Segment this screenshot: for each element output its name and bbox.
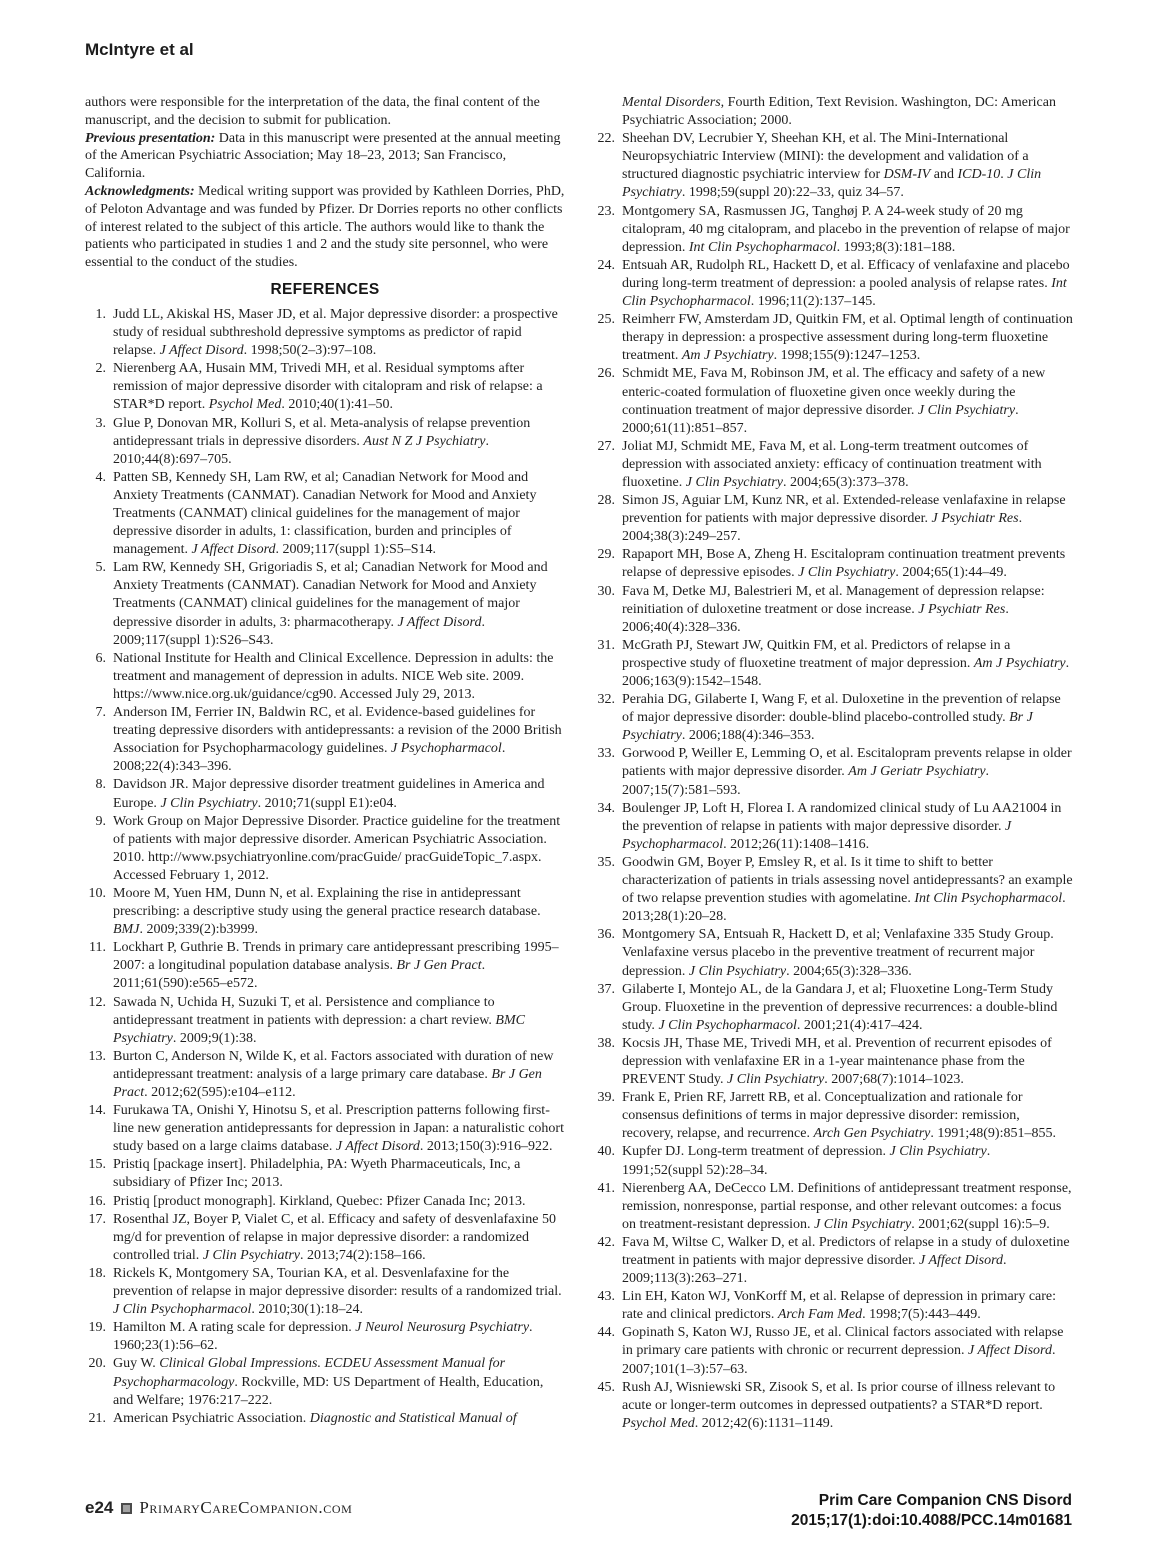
reference-number: 13.	[88, 1048, 106, 1064]
reference-list-right	[594, 94, 1074, 1433]
reference-number: 11.	[89, 940, 106, 956]
reference-number: 36.	[597, 927, 615, 943]
reference-number: 16.	[88, 1193, 106, 1209]
reference-text: Nierenberg AA, DeCecco LM. Definitions of antidepressant treatment response, remission, nonresponse, partial response, and other relevant outcomes: a focus on treatment-resistant depression. J Clin Psychiatry. 2001;62(suppl 16):5–9.	[622, 1180, 1072, 1232]
reference-item	[594, 691, 1074, 745]
journal-name: Prim Care Companion CNS Disord	[818, 1492, 1072, 1509]
reference-item	[85, 415, 565, 469]
reference-number: 31.	[597, 637, 615, 653]
front-matter	[85, 94, 565, 272]
reference-number: 7.	[95, 705, 106, 721]
reference-item	[85, 1102, 565, 1156]
reference-number: 22.	[597, 131, 615, 147]
front-matter-paragraph: Acknowledgments: Medical writing support was provided by Kathleen Dorries, PhD, of Peloton Advantage and was funded by Pfizer. Dr Dorries reports no other conflicts of interest related to the subject of this article. The authors would like to thank the patients who participated in studies 1 and 2 and the study site personnel, who were essential to the conduct of the studies.	[85, 183, 565, 271]
reference-item	[594, 311, 1074, 365]
reference-text: American Psychiatric Association. Diagnostic and Statistical Manual of	[113, 1410, 517, 1426]
reference-number: 33.	[597, 746, 615, 762]
reference-carryover	[594, 94, 1074, 130]
reference-number: 34.	[597, 800, 615, 816]
reference-number: 15.	[88, 1157, 106, 1173]
reference-number: 4.	[95, 469, 106, 485]
reference-number: 26.	[597, 366, 615, 382]
paragraph-lead: Acknowledgments:	[85, 183, 199, 199]
journal-logo-square-icon	[121, 1503, 132, 1514]
reference-item	[85, 559, 565, 649]
reference-text: Reimherr FW, Amsterdam JD, Quitkin FM, et al. Optimal length of continuation therapy in depression: a prospective assessment during long-term fluoxetine treatment. Am J Psychiatry. 1998;155(9):1247–1253.	[622, 312, 1073, 364]
reference-number: 44.	[597, 1325, 615, 1341]
reference-item	[594, 800, 1074, 854]
reference-item	[594, 1324, 1074, 1378]
reference-item	[85, 776, 565, 812]
reference-number: 45.	[597, 1379, 615, 1395]
reference-item	[85, 360, 565, 414]
left-column	[85, 94, 565, 1428]
running-head: McIntyre et al	[85, 40, 194, 59]
reference-item	[594, 546, 1074, 582]
reference-item	[85, 885, 565, 939]
reference-item	[85, 306, 565, 360]
reference-number: 1.	[95, 306, 106, 322]
reference-item	[594, 926, 1074, 980]
reference-item	[594, 745, 1074, 799]
reference-item	[594, 1180, 1074, 1234]
reference-item	[594, 257, 1074, 311]
reference-text: Davidson JR. Major depressive disorder treatment guidelines in America and Europe. J Clin Psychiatry. 2010;71(suppl E1):e04.	[113, 777, 545, 811]
reference-text: Rapaport MH, Bose A, Zheng H. Escitalopram continuation treatment prevents relapse of depressive episodes. J Clin Psychiatry. 2004;65(1):44–49.	[622, 547, 1066, 581]
reference-text: McGrath PJ, Stewart JW, Quitkin FM, et al. Predictors of relapse in a prospective study of fluoxetine treatment of major depression. Am J Psychiatry. 2006;163(9):1542–1548.	[622, 637, 1070, 689]
references-heading: REFERENCES	[270, 280, 380, 298]
reference-text: Fava M, Wiltse C, Walker D, et al. Predictors of relapse in a study of duloxetine treatment in patients with major depressive disorder. J Affect Disord. 2009;113(3):263–271.	[622, 1234, 1070, 1287]
reference-number: 27.	[597, 438, 615, 454]
reference-text: Goodwin GM, Boyer P, Emsley R, et al. Is it time to shift to better characterization of patients in trials assessing novel antidepressants? an example of two relapse prevention studies with agomelatine. Int Clin Psychopharmacol. 2013;28(1):20–28.	[622, 854, 1073, 925]
reference-text: Gopinath S, Katon WJ, Russo JE, et al. Clinical factors associated with relapse in primary care patients with chronic or recurrent depression. J Affect Disord. 2007;101(1–3):57–63.	[622, 1325, 1064, 1377]
reference-text: Pristiq [product monograph]. Kirkland, Quebec: Pfizer Canada Inc; 2013.	[113, 1193, 526, 1209]
reference-item	[594, 1089, 1074, 1143]
reference-number: 2.	[95, 361, 106, 377]
reference-text: Rush AJ, Wisniewski SR, Zisook S, et al. Is prior course of illness relevant to acute or longer-term outcomes in depressed outpatients? a STAR*D report. Psychol Med. 2012;42(6):1131–1149.	[622, 1379, 1056, 1431]
footer-left	[85, 1498, 352, 1518]
reference-item	[85, 469, 565, 559]
reference-text: Anderson IM, Ferrier IN, Baldwin RC, et al. Evidence-based guidelines for treating depressive disorders with antidepressants: a revision of the 2000 British Association for Psychopharmacology guidelines. J Psychopharmacol. 2008;22(4):343–396.	[113, 705, 562, 775]
reference-list-left	[85, 306, 565, 1428]
reference-item	[594, 365, 1074, 437]
reference-text: Boulenger JP, Loft H, Florea I. A randomized clinical study of Lu AA21004 in the prevention of relapse in patients with major depressive disorder. J Psychopharmacol. 2012;26(11):1408–1416.	[622, 800, 1062, 852]
reference-item	[85, 1156, 565, 1192]
reference-text: Montgomery SA, Entsuah R, Hackett D, et al; Venlafaxine 335 Study Group. Venlafaxine versus placebo in the preventive treatment of recurrent major depression. J Clin Psychiatry. 2004;65(3):328–336.	[622, 927, 1054, 979]
reference-item	[594, 1379, 1074, 1433]
reference-text: Moore M, Yuen HM, Dunn N, et al. Explaining the rise in antidepressant prescribing: a descriptive study using the general practice research database. BMJ. 2009;339(2):b3999.	[113, 885, 541, 938]
reference-number: 42.	[597, 1234, 615, 1250]
reference-number: 32.	[597, 692, 615, 708]
reference-text: Simon JS, Aguiar LM, Kunz NR, et al. Extended-release venlafaxine in relapse prevention for patients with major depressive disorder. J Psychiatr Res. 2004;38(3):249–257.	[622, 493, 1066, 545]
page-number-label: e24	[85, 1498, 114, 1517]
reference-text: Burton C, Anderson N, Wilde K, et al. Factors associated with duration of new antidepressant treatment: analysis of a large primary care database. Br J Gen Pract. 2012;62(595):e104–e112.	[113, 1048, 554, 1100]
reference-text: National Institute for Health and Clinical Excellence. Depression in adults: the treatment and management of depression in adults. NICE Web site. 2009. https://www.nice.org.uk/guidance/cg90. Accessed July 29, 2013.	[113, 650, 554, 702]
reference-item	[594, 1143, 1074, 1179]
reference-text: Hamilton M. A rating scale for depression. J Neurol Neurosurg Psychiatry. 1960;23(1):56–62.	[113, 1320, 533, 1354]
reference-item	[594, 130, 1074, 202]
reference-number: 28.	[597, 493, 615, 509]
reference-number: 20.	[88, 1356, 106, 1372]
reference-item	[85, 650, 565, 704]
reference-item	[594, 1288, 1074, 1324]
reference-number: 41.	[597, 1180, 615, 1196]
reference-text: Patten SB, Kennedy SH, Lam RW, et al; Canadian Network for Mood and Anxiety Treatments (CANMAT). Canadian Network for Mood and Anxiety Treatments (CANMAT) clinical guidelines for the management of major depressive disorder in adults, 1: classification, burden and principles of management. J Affect Disord. 2009;117(suppl 1):S5–S14.	[113, 469, 537, 558]
reference-number: 14.	[88, 1103, 106, 1119]
reference-number: 17.	[88, 1211, 106, 1227]
reference-number: 40.	[597, 1144, 615, 1160]
reference-item	[85, 1193, 565, 1211]
reference-text: Schmidt ME, Fava M, Robinson JM, et al. The efficacy and safety of a new enteric-coated formulation of fluoxetine given once weekly during the continuation treatment of major depressive disorder. J Clin Psychiatry. 2000;61(11):851–857.	[622, 366, 1046, 436]
reference-item	[85, 704, 565, 776]
reference-text: Entsuah AR, Rudolph RL, Hackett D, et al. Efficacy of venlafaxine and placebo during long-term treatment of depression: a pooled analysis of relapse rates. Int Clin Psychopharmacol. 1996;11(2):137–145.	[622, 257, 1070, 310]
reference-text: Sawada N, Uchida H, Suzuki T, et al. Persistence and compliance to antidepressant treatment in patients with depression: a chart review. BMC Psychiatry. 2009;9(1):38.	[113, 994, 525, 1046]
reference-number: 19.	[88, 1320, 106, 1336]
reference-item	[594, 981, 1074, 1035]
reference-number: 29.	[597, 547, 615, 563]
reference-item	[594, 203, 1074, 257]
reference-number: 23.	[597, 203, 615, 219]
reference-number: 39.	[597, 1090, 615, 1106]
reference-number: 25.	[597, 312, 615, 328]
reference-number: 6.	[95, 650, 106, 666]
reference-item	[85, 994, 565, 1048]
right-column	[594, 94, 1074, 1433]
reference-text: Montgomery SA, Rasmussen JG, Tanghøj P. A 24-week study of 20 mg citalopram, 40 mg citalopram, and placebo in the prevention of relapse of major depression. Int Clin Psychopharmacol. 1993;8(3):181–188.	[622, 203, 1070, 255]
reference-number: 35.	[597, 854, 615, 870]
reference-number: 3.	[95, 415, 106, 431]
reference-text: Work Group on Major Depressive Disorder. Practice guideline for the treatment of patients with major depressive disorder. American Psychiatric Association. 2010. http://www.psychiatryonline.com/pracGuide/ pracGuideTopic_7.aspx. Accessed February 1, 2012.	[113, 813, 561, 883]
reference-text: Lin EH, Katon WJ, VonKorff M, et al. Relapse of depression in primary care: rate and clinical predictors. Arch Fam Med. 1998;7(5):443–449.	[622, 1289, 1057, 1323]
paragraph-lead: Previous presentation:	[85, 130, 219, 146]
reference-number: 21.	[88, 1410, 106, 1426]
citation-doi: 2015;17(1):doi:10.4088/PCC.14m01681	[791, 1511, 1072, 1529]
footer-right	[791, 1491, 1072, 1530]
reference-text: Glue P, Donovan MR, Kolluri S, et al. Meta-analysis of relapse prevention antidepressant trials in depressive disorders. Aust N Z J Psychiatry. 2010;44(8):697–705.	[113, 415, 531, 467]
journal-website: PrimaryCareCompanion.com	[139, 1498, 353, 1517]
reference-item	[85, 1211, 565, 1265]
reference-text: Nierenberg AA, Husain MM, Trivedi MH, et al. Residual symptoms after remission of major depressive disorder with citalopram and risk of relapse: a STAR*D report. Psychol Med. 2010;40(1):41–50.	[113, 361, 543, 413]
reference-item	[594, 438, 1074, 492]
reference-text: Lam RW, Kennedy SH, Grigoriadis S, et al; Canadian Network for Mood and Anxiety Treatments (CANMAT). Canadian Network for Mood and Anxiety Treatments (CANMAT) clinical guidelines for the management of major depressive disorder in adults, 3: pharmacotherapy. J Affect Disord. 2009;117(suppl 1):S26–S43.	[113, 560, 548, 648]
reference-item	[85, 1410, 565, 1428]
reference-number: 43.	[597, 1289, 615, 1305]
reference-item	[594, 583, 1074, 637]
reference-item	[594, 854, 1074, 926]
reference-text: Lockhart P, Guthrie B. Trends in primary care antidepressant prescribing 1995–2007: a longitudinal population database analysis. Br J Gen Pract. 2011;61(590):e565–e572.	[113, 940, 559, 992]
reference-text: Judd LL, Akiskal HS, Maser JD, et al. Major depressive disorder: a prospective study of residual subthreshold depressive symptoms as predictor of rapid relapse. J Affect Disord. 1998;50(2–3):97–108.	[113, 306, 558, 359]
reference-number: 18.	[88, 1265, 106, 1281]
reference-number: 5.	[95, 560, 106, 576]
reference-item	[85, 1048, 565, 1102]
reference-text: Frank E, Prien RF, Jarrett RB, et al. Conceptualization and rationale for consensus definitions of terms in major depressive disorder: remission, recovery, relapse, and recurrence. Arch Gen Psychiatry. 1991;48(9):851–855.	[622, 1090, 1056, 1142]
reference-text: Kocsis JH, Thase ME, Trivedi MH, et al. Prevention of recurrent episodes of depression with venlafaxine ER in a 1-year maintenance phase from the PREVENT Study. J Clin Psychiatry. 2007;68(7):1014–1023.	[622, 1035, 1052, 1088]
reference-text: Sheehan DV, Lecrubier Y, Sheehan KH, et al. The Mini-International Neuropsychiatric Interview (MINI): the development and validation of a structured diagnostic psychiatric interview for DSM-IV and ICD-10. J Clin Psychiatry. 1998;59(suppl 20):22–33, quiz 34–57.	[622, 131, 1042, 201]
reference-text: Guy W. Clinical Global Impressions. ECDEU Assessment Manual for Psychopharmacology. Rockville, MD: US Department of Health, Education, and Welfare; 1976:217–222.	[113, 1356, 544, 1408]
reference-text: Furukawa TA, Onishi Y, Hinotsu S, et al. Prescription patterns following first-line new generation antidepressants for depression in Japan: a naturalistic cohort study based on a large claims database. J Affect Disord. 2013;150(3):916–922.	[113, 1103, 564, 1155]
reference-text: Kupfer DJ. Long-term treatment of depression. J Clin Psychiatry. 1991;52(suppl 52):28–34.	[622, 1144, 991, 1178]
reference-text: Gorwood P, Weiller E, Lemming O, et al. Escitalopram prevents relapse in older patients with major depressive disorder. Am J Geriatr Psychiatry. 2007;15(7):581–593.	[622, 746, 1072, 798]
reference-item	[594, 492, 1074, 546]
reference-item	[594, 1035, 1074, 1089]
reference-item	[85, 1355, 565, 1409]
reference-text: Rosenthal JZ, Boyer P, Vialet C, et al. Efficacy and safety of desvenlafaxine 50 mg/d for prevention of relapse in major depressive disorder: a randomized controlled trial. J Clin Psychiatry. 2013;74(2):158–166.	[113, 1211, 557, 1263]
reference-item	[85, 939, 565, 993]
reference-item	[85, 1319, 565, 1355]
front-matter-paragraph: Previous presentation: Data in this manuscript were presented at the annual meeting of the American Psychiatric Association; May 18–23, 2013; San Francisco, California.	[85, 130, 561, 182]
reference-text: Gilaberte I, Montejo AL, de la Gandara J, et al; Fluoxetine Long-Term Study Group. Fluoxetine in the prevention of depressive recurrences: a double-blind study. J Clin Psychopharmacol. 2001;21(4):417–424.	[622, 981, 1058, 1033]
reference-text: Joliat MJ, Schmidt ME, Fava M, et al. Long-term treatment outcomes of depression with associated anxiety: efficacy of continuation treatment with fluoxetine. J Clin Psychiatry. 2004;65(3):373–378.	[622, 438, 1042, 490]
reference-number: 8.	[95, 777, 106, 793]
reference-text: Pristiq [package insert]. Philadelphia, PA: Wyeth Pharmaceuticals, Inc, a subsidiary of Pfizer Inc; 2013.	[113, 1157, 521, 1191]
reference-text: Fava M, Detke MJ, Balestrieri M, et al. Management of depression relapse: reinitiation of duloxetine treatment or dose increase. J Psychiatr Res. 2006;40(4):328–336.	[622, 583, 1045, 635]
reference-number: 10.	[88, 885, 106, 901]
reference-item	[85, 1265, 565, 1319]
reference-number: 9.	[95, 813, 106, 829]
reference-item	[594, 637, 1074, 691]
reference-text: Perahia DG, Gilaberte I, Wang F, et al. Duloxetine in the prevention of relapse of major depressive disorder: double-blind placebo-controlled study. Br J Psychiatry. 2006;188(4):346–353.	[622, 692, 1061, 744]
reference-item	[85, 813, 565, 885]
reference-number: 24.	[597, 257, 615, 273]
reference-number: 38.	[597, 1035, 615, 1051]
reference-text: Mental Disorders, Fourth Edition, Text Revision. Washington, DC: American Psychiatric Association; 2000.	[622, 95, 1056, 129]
reference-text: Rickels K, Montgomery SA, Tourian KA, et al. Desvenlafaxine for the prevention of relapse in major depressive disorder: results of a randomized trial. J Clin Psychopharmacol. 2010;30(1):18–24.	[113, 1265, 562, 1318]
reference-number: 37.	[597, 981, 615, 997]
reference-number: 30.	[597, 583, 615, 599]
reference-number: 12.	[88, 994, 106, 1010]
reference-item	[594, 1234, 1074, 1288]
front-matter-paragraph: authors were responsible for the interpretation of the data, the final content of the manuscript, and the decision to submit for publication.	[85, 95, 540, 128]
